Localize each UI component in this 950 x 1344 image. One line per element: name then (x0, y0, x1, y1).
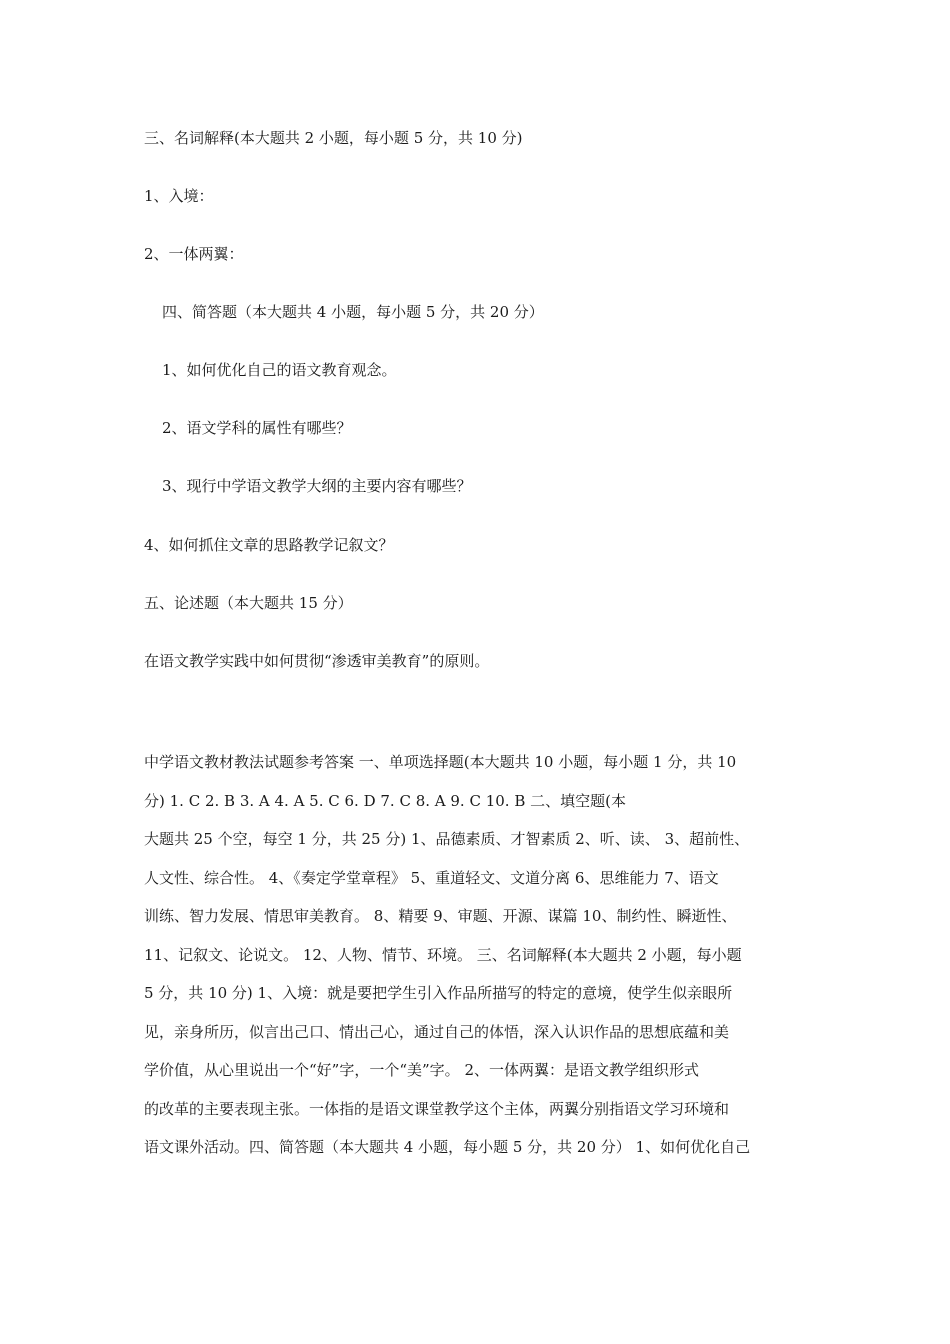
section3-heading: 三、名词解释(本大题共 2 小题，每小题 5 分，共 10 分) (144, 129, 523, 147)
answer-line: 大题共 25 个空，每空 1 分，共 25 分) 1、品德素质、才智素质 2、听、读、 3、超前性、 (144, 830, 750, 848)
answer-line: 11、记叙文、论说文。 12、人物、情节、环境。 三、名词解释(本大题共 2 小题，每小题 (144, 945, 742, 964)
answer-key-paragraph (144, 752, 808, 1176)
answer-line: 学价值，从心里说出一个“好”字，一个“美”字。 2、一体两翼：是语文教学组织形式 (144, 1061, 699, 1079)
section5-heading: 五、论述题（本大题共 15 分） (144, 594, 353, 612)
answer-line: 人文性、综合性。 4、《奏定学堂章程》 5、重道轻文、文道分离 6、思维能力 7、语文 (144, 868, 719, 887)
answer-line: 见，亲身所历，似言出己口、情出己心，通过自己的体悟，深入认识作品的思想底蕴和美 (144, 1022, 730, 1041)
answer-line: 的改革的主要表现主张。一体指的是语文课堂教学这个主体，两翼分别指语文学习环境和 (144, 1099, 730, 1118)
section4-item-1: 1、如何优化自己的语文教育观念。 (162, 361, 397, 379)
answer-line: 5 分，共 10 分) 1、入境：就是要把学生引入作品所描写的特定的意境，使学生似亲眼所 (144, 984, 733, 1002)
section4-item-3: 3、现行中学语文教学大纲的主要内容有哪些？ (162, 477, 472, 495)
section4-heading: 四、简答题（本大题共 4 小题，每小题 5 分，共 20 分） (162, 303, 544, 321)
section4-item-2: 2、语文学科的属性有哪些？ (162, 419, 352, 437)
section3-item-2: 2、一体两翼： (144, 245, 244, 263)
answer-line: 训练、智力发展、情思审美教育。 8、精要 9、审题、开源、谋篇 10、制约性、瞬逝性、 (144, 907, 737, 925)
answer-line: 语文课外活动。四、简答题（本大题共 4 小题，每小题 5 分，共 20 分） 1、如何优化自己 (144, 1138, 751, 1156)
section4-item-4: 4、如何抓住文章的思路教学记叙文？ (144, 536, 394, 554)
section5-question: 在语文教学实践中如何贯彻“渗透审美教育”的原则。 (144, 652, 490, 670)
answer-line: 分) 1. C 2. B 3. A 4. A 5. C 6. D 7. C 8. A 9. C 10. B 二、填空题(本 (144, 791, 626, 810)
answer-line: 中学语文教材教法试题参考答案 一、单项选择题(本大题共 10 小题，每小题 1 分，共 10 (144, 753, 737, 771)
section3-item-1: 1、入境： (144, 187, 214, 205)
